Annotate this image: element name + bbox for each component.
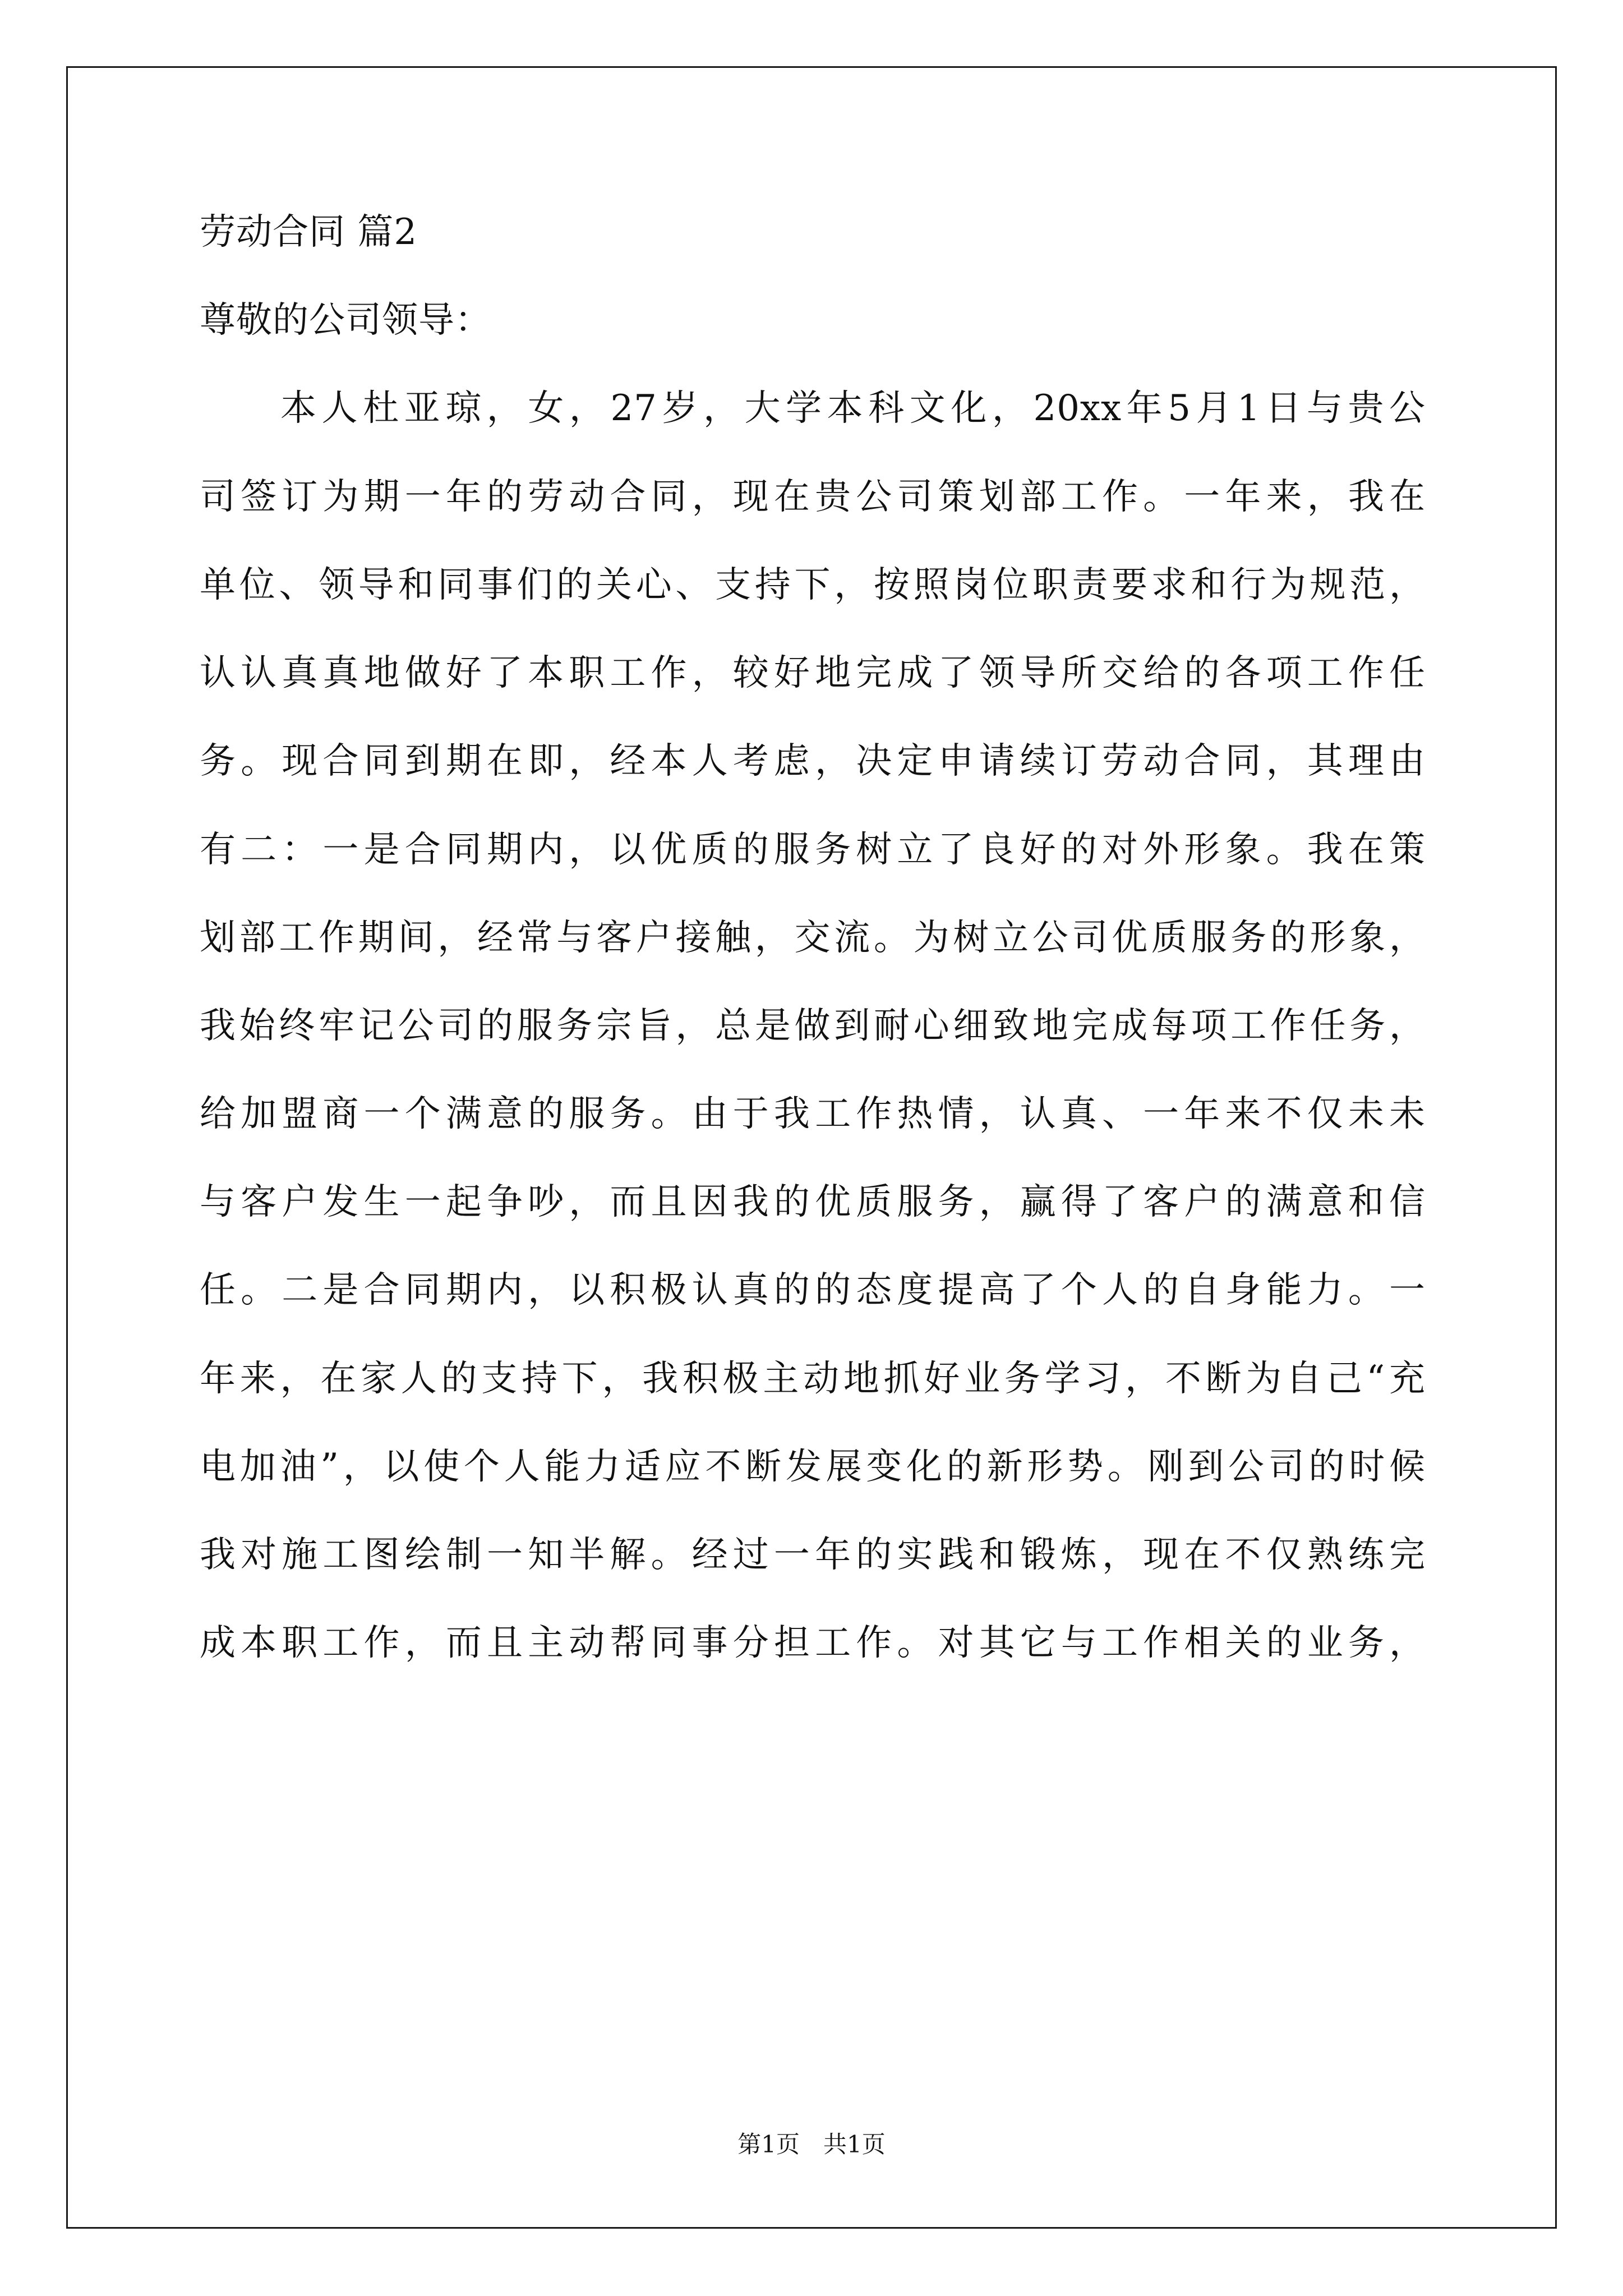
document-title: 劳动合同 篇2: [200, 211, 418, 253]
body-line: 给加盟商一个满意的服务。由于我工作热情，认真、一年来不仅未未: [200, 1093, 1426, 1135]
salutation: 尊敬的公司领导：: [200, 300, 491, 341]
body-line: 与客户发生一起争吵，而且因我的优质服务，赢得了客户的满意和信: [200, 1181, 1426, 1223]
body-line: 任。二是合同期内，以积极认真的的态度提高了个人的自身能力。一: [200, 1269, 1426, 1311]
body-line: 本人杜亚琼，女，27岁，大学本科文化，20xx年5月1日与贵公: [280, 388, 1426, 429]
body-line: 我始终牢记公司的服务宗旨，总是做到耐心细致地完成每项工作任务，: [200, 1005, 1426, 1047]
body-line: 电加油”，以使个人能力适应不断发展变化的新形势。刚到公司的时候: [200, 1446, 1426, 1488]
page-footer: 第1页 共1页: [737, 2131, 886, 2158]
body-line: 务。现合同到期在即，经本人考虑，决定申请续订劳动合同，其理由: [200, 740, 1426, 782]
body-line: 划部工作期间，经常与客户接触，交流。为树立公司优质服务的形象，: [200, 917, 1426, 959]
body-line: 司签订为期一年的劳动合同，现在贵公司策划部工作。一年来，我在: [200, 476, 1426, 518]
body-line: 有二：一是合同期内，以优质的服务树立了良好的对外形象。我在策: [200, 829, 1426, 871]
body-line: 年来，在家人的支持下，我积极主动地抓好业务学习，不断为自己“充: [200, 1358, 1426, 1400]
body-line: 认认真真地做好了本职工作，较好地完成了领导所交给的各项工作任: [200, 652, 1426, 694]
body-line: 单位、领导和同事们的关心、支持下，按照岗位职责要求和行为规范，: [200, 564, 1426, 606]
body-line: 成本职工作，而且主动帮同事分担工作。对其它与工作相关的业务，: [200, 1622, 1426, 1664]
body-line: 我对施工图绘制一知半解。经过一年的实践和锻炼，现在不仅熟练完: [200, 1534, 1426, 1576]
